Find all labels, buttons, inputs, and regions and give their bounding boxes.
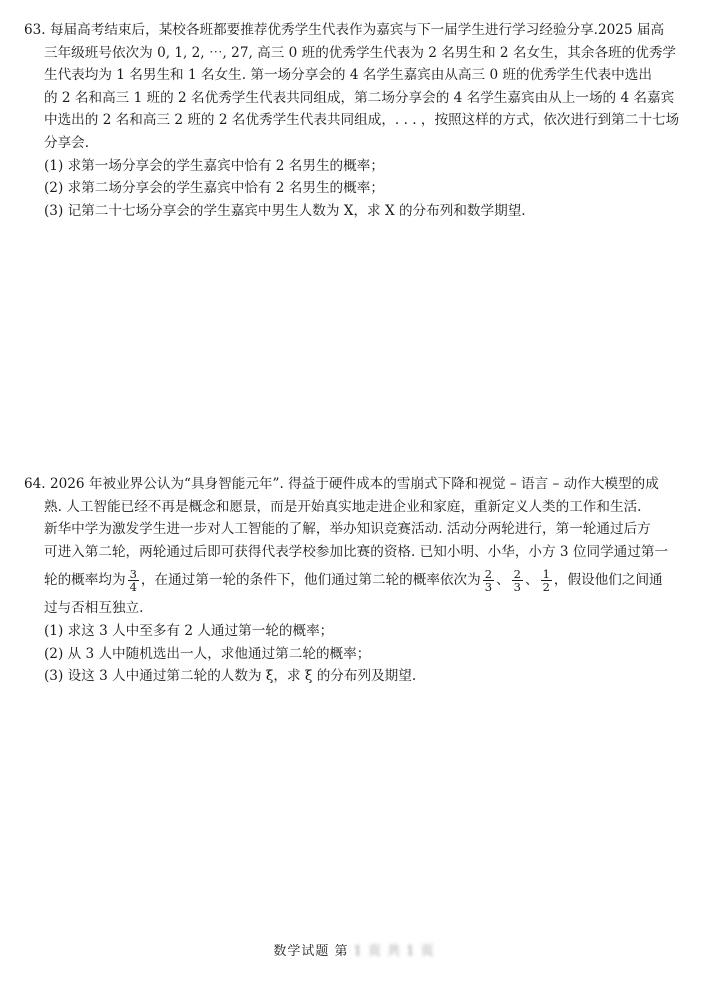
problem-64-line-1: 64. 2026 年被业界公认为“具身智能元年”. 得益于硬件成本的雪崩式下降和视觉 – 语言 – 动作大模型的成: [24, 476, 659, 492]
fraction-numerator: 2: [484, 567, 493, 582]
problem-64-line-2: 熟. 人工智能已经不再是概念和愿景，而是开始真实地走进企业和家庭，重新定义人类的工作和生活.: [44, 498, 642, 515]
page-footer: [0, 940, 708, 959]
problem-64-line-6: 过与否相互独立.: [44, 600, 144, 617]
fraction-xiaohua: [512, 568, 523, 593]
problem-63-question-3: (3) 记第二十七场分享会的学生嘉宾中男生人数为 X，求 X 的分布列和数学期望.: [44, 202, 526, 219]
fraction-numerator: 3: [129, 567, 137, 582]
prob-prefix: 轮的概率均为: [44, 572, 126, 589]
problem-63-line-5: 中选出的 2 名和高三 2 班的 2 名优秀学生代表共同组成，. . . ，按照这样的方式，依次进行到第二十七场: [44, 112, 680, 129]
problem-63-question-2: (2) 求第二场分享会的学生嘉宾中恰有 2 名男生的概率；: [44, 180, 384, 197]
problem-63: [24, 19, 696, 222]
fraction-denominator: 3: [484, 580, 493, 595]
fraction-first-round: [128, 568, 139, 593]
separator: 、: [496, 572, 510, 589]
problem-64: [24, 473, 696, 688]
problem-64-question-2: (2) 从 3 人中随机选出一人，求他通过第二轮的概率；: [44, 645, 371, 662]
fraction-denominator: 3: [513, 580, 521, 595]
problem-63-line-3: 生代表均为 1 名男生和 1 名女生. 第一场分享会的 4 名学生嘉宾由从高三 0 班的优秀学生代表中选出: [44, 67, 652, 84]
problem-64-line-4: 可进入第二轮，两轮通过后即可获得代表学校参加比赛的资格. 已知小明、小华，小方 3 位同学通过第一: [44, 543, 669, 560]
problem-63-line-1: 63. 每届高考结束后，某校各班都要推荐优秀学生代表作为嘉宾与下一届学生进行学习经验分享.2025 届高: [24, 22, 665, 38]
footer-label: 数学试题 第: [273, 944, 349, 959]
fraction-denominator: 4: [129, 580, 137, 595]
problem-63-line-2: 三年级班号依次为 0, 1, 2, ⋯, 27, 高三 0 班的优秀学生代表为 2 名男生和 2 名女生，其余各班的优秀学: [44, 44, 677, 61]
fraction-numerator: 1: [542, 567, 550, 582]
fraction-denominator: 2: [542, 580, 550, 595]
fraction-xiaoming: [483, 568, 494, 593]
problem-63-line-6: 分享会.: [44, 134, 90, 151]
footer-page-number-obscured: 1 页 共 1 页: [353, 944, 435, 959]
prob-suffix: ，假设他们之间通: [553, 572, 663, 589]
problem-64-line-3: 新华中学为激发学生进一步对人工智能的了解，举办知识竞赛活动. 活动分两轮进行，第一轮通过后方: [44, 521, 651, 538]
problem-64-probability-line: [24, 563, 696, 597]
fraction-xiaofang: [541, 568, 552, 593]
problem-64-question-3: (3) 设这 3 人中通过第二轮的人数为 ξ，求 ξ 的分布列及期望.: [44, 668, 417, 685]
problem-63-line-4: 的 2 名和高三 1 班的 2 名优秀学生代表共同组成，第二场分享会的 4 名学生嘉宾由从上一场的 4 名嘉宾: [44, 89, 675, 106]
separator: 、: [524, 572, 539, 589]
prob-middle: ，在通过第一轮的条件下，他们通过第二轮的概率依次为: [140, 572, 481, 589]
problem-63-question-1: (1) 求第一场分享会的学生嘉宾中恰有 2 名男生的概率；: [44, 157, 384, 174]
fraction-numerator: 2: [513, 567, 521, 582]
problem-64-question-1: (1) 求这 3 人中至多有 2 人通过第一轮的概率；: [44, 622, 334, 639]
